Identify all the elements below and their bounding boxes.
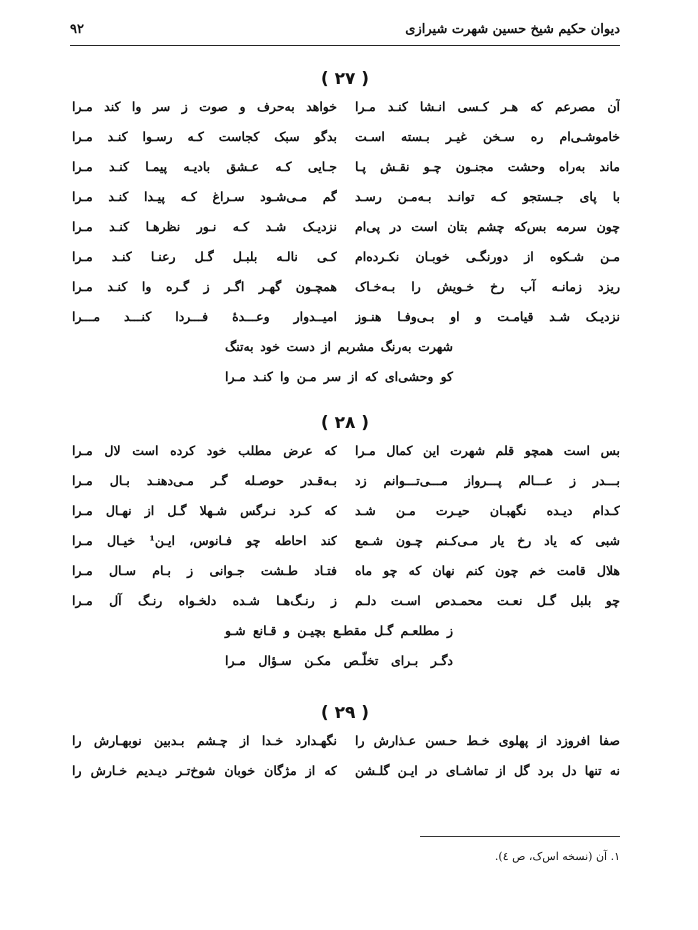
first-hemistich: ماند به‌راه وحشت مجنـون چـو نقـش پـا bbox=[355, 159, 620, 174]
couplet bbox=[70, 242, 620, 272]
closing-verse-line bbox=[70, 332, 620, 362]
first-hemistich: بس است همچو قلم شهرت این کمال مـرا bbox=[355, 443, 620, 458]
second-hemistich: جـایی کـه عـشق بادیـه پیمـا کنـد مـرا bbox=[72, 159, 337, 174]
couplet bbox=[70, 212, 620, 242]
second-hemistich: گم مـی‌شـود سـراغ کـه پیـدا کنـد مـرا bbox=[72, 189, 337, 204]
second-hemistich: که عرض مطلب خود کرده است لال مـرا bbox=[72, 443, 337, 458]
header-divider bbox=[70, 45, 620, 46]
first-hemistich: بـــدر ز عـــالم پـــرواز مـــی‌تـــوانم زد bbox=[355, 473, 620, 488]
poem-number: ( ۲۹ ) bbox=[320, 703, 370, 723]
footnote: ۱. آن (نسخه اس‌ک، ص ٤). bbox=[494, 850, 620, 863]
second-hemistich: ز رنـگ‌هـا شـده دلخـواه رنـگ آل مـرا bbox=[72, 593, 337, 608]
poem-number: ( ۲۷ ) bbox=[320, 69, 370, 89]
couplet bbox=[70, 272, 620, 302]
second-hemistich: کند احاطه چو فـانوس، ایـن¹ خیـال مـرا bbox=[72, 533, 337, 548]
page-header bbox=[70, 22, 620, 44]
couplet bbox=[70, 92, 620, 122]
couplet bbox=[70, 726, 620, 756]
first-hemistich: نزدیـک شـد قیامـت و او بـی‌وفـا هنـوز bbox=[355, 309, 620, 324]
first-hemistich: چو بلبل گـل نعـت محمـد‌ص اسـت دلـم bbox=[355, 593, 620, 608]
couplet bbox=[70, 122, 620, 152]
second-hemistich: نگهـدارد خـدا از چـشم بـدبین نوبهـارش را bbox=[72, 733, 337, 748]
couplet bbox=[70, 436, 620, 466]
first-hemistich: با پای جـستجو کـه توانـد بـه‌مـن رسـد bbox=[355, 189, 620, 204]
page-number: ۹۲ bbox=[70, 22, 84, 37]
second-hemistich: خواهد به‌حرف و صوت ز سر وا کند مـرا bbox=[72, 99, 337, 114]
couplet bbox=[70, 466, 620, 496]
closing-verse-line bbox=[70, 646, 620, 676]
second-hemistich: همچـون گهـر اگـر ز گـره وا کنـد مـرا bbox=[72, 279, 337, 294]
poem-27 bbox=[70, 66, 620, 392]
poem-29 bbox=[70, 700, 620, 786]
couplet bbox=[70, 302, 620, 332]
first-hemistich: کـدام دیـده نگهبـان حیـرت مـن شـد bbox=[355, 503, 620, 518]
couplet bbox=[70, 496, 620, 526]
poem-number: ( ۲۸ ) bbox=[320, 413, 370, 433]
closing-verse-line bbox=[70, 616, 620, 646]
second-hemistich: کـی نالـه بلبـل گـل رعنـا کنـد مـرا bbox=[72, 249, 337, 264]
first-hemistich: مـن شـکوه از دورنگـی خوبـان نکـرده‌ام bbox=[355, 249, 620, 264]
couplet bbox=[70, 586, 620, 616]
second-hemistich: که کـرد نـرگس شـهلا گـل از نهـال مـرا bbox=[72, 503, 337, 518]
second-hemistich: بدگو سبک کجاست کـه رسـوا کنـد مـرا bbox=[72, 129, 337, 144]
first-hemistich: چون سرمه بس‌که چشم بتان است در پی‌ام bbox=[355, 219, 620, 234]
first-hemistich: خاموشـی‌ام ره سـخن غیـر بـسته اسـت bbox=[355, 129, 620, 144]
poem-28 bbox=[70, 410, 620, 676]
footnote-divider bbox=[420, 836, 620, 837]
couplet bbox=[70, 182, 620, 212]
closing-hemistich: کو وحشی‌ای که از سر مـن وا کنـد مـرا bbox=[225, 369, 453, 384]
book-title: دیوان حکیم شیخ حسین شهرت شیرازی bbox=[405, 22, 620, 37]
second-hemistich: بـه‌قـدر حوصـله گـر مـی‌دهنـد بـال مـرا bbox=[72, 473, 337, 488]
second-hemistich: فتـاد طـشت جـوانی ز بـام سـال مـرا bbox=[72, 563, 337, 578]
first-hemistich: هلال قامت خم چون کنم نهان که چو ماه bbox=[355, 563, 620, 578]
closing-hemistich: دگـر بـرای تخلّـص مکـن سـؤال مـرا bbox=[225, 653, 453, 668]
first-hemistich: آن مصرعم که هـر کـسی انـشا کنـد مـرا bbox=[355, 99, 620, 114]
couplet bbox=[70, 756, 620, 786]
first-hemistich: ریزد زمانـه آب رخ خـویش را بـه‌خـاک bbox=[355, 279, 620, 294]
couplet bbox=[70, 526, 620, 556]
couplet bbox=[70, 556, 620, 586]
first-hemistich: شبی که یاد رخ یار مـی‌کـنم چـون شـمع bbox=[355, 533, 620, 548]
second-hemistich: که از مژگان خوبان شوخ‌تـر دیـدیم خـارش را bbox=[72, 763, 337, 778]
first-hemistich: نه تنها دل برد گل از تماشـای در ایـن گلـشن bbox=[355, 763, 620, 778]
closing-hemistich: ز مطلعـم گـل مقطـع بچیـن و قـانع شـو bbox=[225, 623, 453, 638]
closing-hemistich: شهرت به‌رنگ مشربم از دست خود به‌تنگ bbox=[225, 339, 453, 354]
closing-verse-line bbox=[70, 362, 620, 392]
second-hemistich: امیــدوار وعـــدهٔ فـــردا کنـــد مـــرا bbox=[72, 309, 337, 324]
second-hemistich: نزدیـک شـد کـه نـور نظرهـا کنـد مـرا bbox=[72, 219, 337, 234]
first-hemistich: صفا افروزد از پهلوی خـط حـسن عـذارش را bbox=[355, 733, 620, 748]
couplet bbox=[70, 152, 620, 182]
